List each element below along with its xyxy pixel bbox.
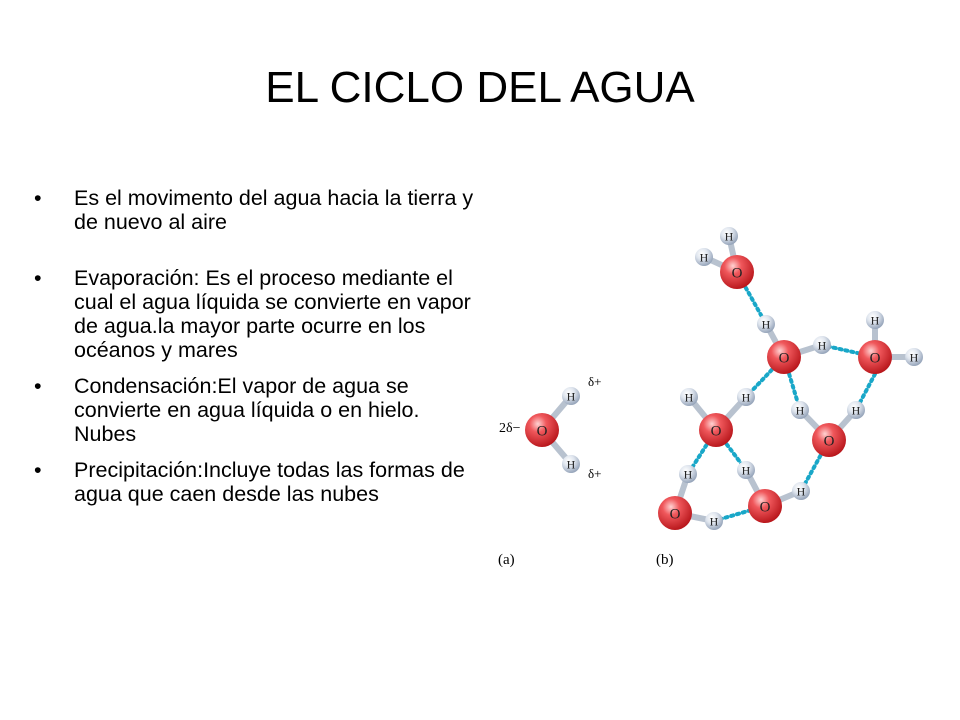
charge-positive-label-2: δ+ [588,466,602,481]
hydrogen-atom-label: H [566,457,576,472]
hydrogen-atom-label: H [699,250,709,265]
oxygen-atom-label: O [536,423,548,440]
oxygen-atom-label: O [710,423,722,440]
bullet-item [34,374,474,446]
bullet-text: Evaporación: Es el proceso mediante el cual el agua líquida se convierte en vapor de agua.la mayor parte ocurre en los océanos y mares [74,266,471,362]
hydrogen-atom-label: H [709,514,719,529]
molecule-diagram [488,214,958,584]
hydrogen-atom-label: H [683,467,693,482]
bullet-icon: • [34,266,42,290]
hydrogen-atom-label: H [724,229,734,244]
panel-a-label: (a) [498,552,515,568]
bullet-item [34,266,474,362]
hydrogen-atom-label: H [684,390,694,405]
hydrogen-atom-label: H [741,463,751,478]
hydrogen-atom-label: H [761,317,771,332]
hydrogen-atom-label: H [870,313,880,328]
bullet-text: Precipitación:Incluye todas las formas de agua que caen desde las nubes [74,458,465,506]
oxygen-atom-label: O [669,506,681,523]
oxygen-atom-label: O [823,433,835,450]
hydrogen-atom-label: H [909,350,919,365]
bullet-item [34,458,474,506]
bullet-icon: • [34,458,42,482]
hydrogen-atom-label: H [796,484,806,499]
oxygen-atom-label: O [731,265,743,282]
charge-negative-label: 2δ− [499,421,521,436]
hydrogen-atom-label: H [741,390,751,405]
hydrogen-atom-label: H [795,403,805,418]
oxygen-atom-label: O [869,350,881,367]
slide-title: EL CICLO DEL AGUA [265,63,695,112]
hydrogen-atom-label: H [851,403,861,418]
hydrogen-atom-label: H [817,338,827,353]
bullet-icon: • [34,374,42,398]
panel-b-label: (b) [656,552,674,568]
charge-positive-label-1: δ+ [588,374,602,389]
bullet-text: Es el movimento del agua hacia la tierra y de nuevo al aire [74,186,474,234]
bullet-icon: • [34,186,42,210]
oxygen-atom-label: O [759,499,771,516]
bullet-list [34,186,474,528]
water-molecule-figure [488,214,958,584]
bullet-item [34,186,474,234]
bullet-text: Condensación:El vapor de agua se convierte en agua líquida o en hielo. Nubes [74,374,420,446]
oxygen-atom-label: O [778,350,790,367]
hydrogen-atom-label: H [566,389,576,404]
